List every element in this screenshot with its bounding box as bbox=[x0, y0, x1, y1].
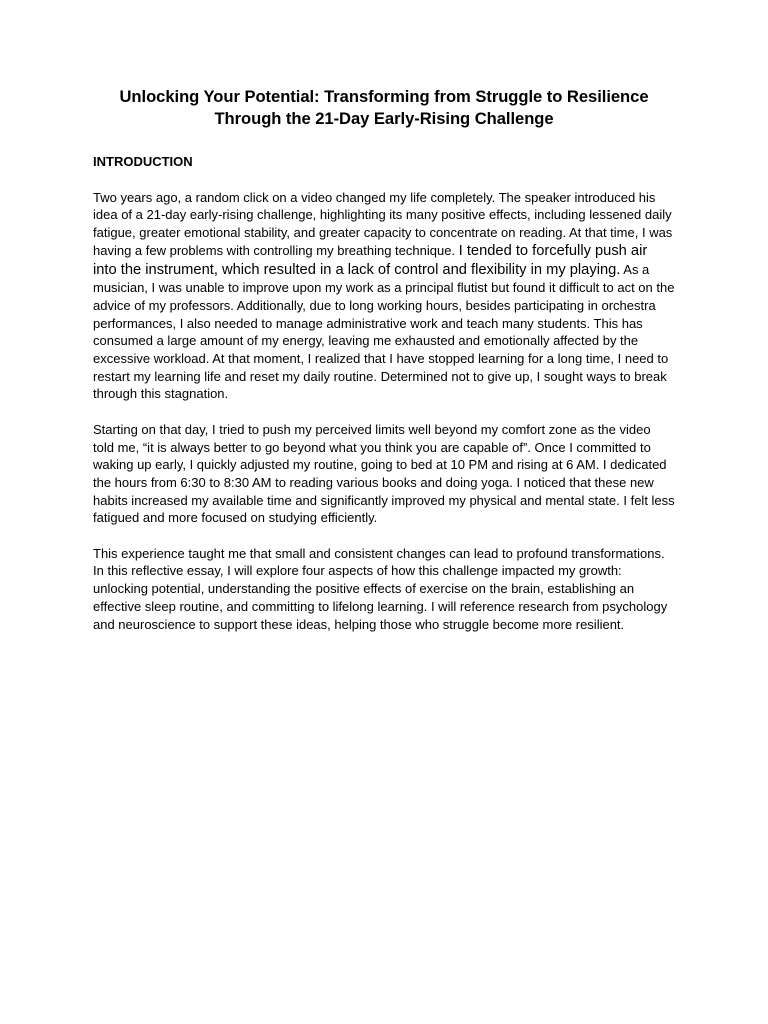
paragraph-3: This experience taught me that small and consistent changes can lead to profound transformations. In this reflective essay, I will explore four aspects of how this challenge impacted my growth: unlocking potential, understanding the positive effects of exercise on the brain, establishing an effective sleep routine, and committing to lifelong learning. I will reference research from psychology and neuroscience to support these ideas, helping those who struggle become more resilient. bbox=[93, 545, 668, 632]
document-title bbox=[93, 86, 675, 130]
paragraph-1-text-a: Two years ago, a random click on a video changed my life completely. The speaker introduced his idea of a 21-day early-rising challenge, highlighting its many positive effects, including lessened daily fatigue, greater emotional stability, and greater capacity to concentrate on reading. At that time, I was having a few problems with controlling my breathing technique. bbox=[93, 189, 673, 258]
title-line-2: Through the 21-Day Early-Rising Challenge bbox=[214, 109, 554, 128]
document-page bbox=[93, 86, 675, 633]
section-heading-introduction: INTRODUCTION bbox=[93, 154, 193, 169]
title-line-1: Unlocking Your Potential: Transforming from Struggle to Resilience bbox=[119, 87, 649, 106]
paragraph-1 bbox=[93, 189, 675, 403]
paragraph-1-text-b: I tended to forcefully push air into the instrument, which resulted in a lack of control and flexibility in my playing. bbox=[93, 242, 648, 278]
paragraph-1-text-c: As a musician, I was unable to improve upon my work as a principal flutist but found it difficult to act on the advice of my professors. Additionally, due to long working hours, besides participating in orchestra performances, I also needed to manage administrative work and teach many students. This has consumed a large amount of my energy, leaving me exhausted and emotionally affected by the excessive workload. At that moment, I realized that I have stopped learning for a long time, I need to restart my learning life and reset my daily routine. Determined not to give up, I sought ways to break through this stagnation. bbox=[93, 261, 675, 402]
paragraph-2: Starting on that day, I tried to push my perceived limits well beyond my comfort zone as the video told me, “it is always better to go beyond what you think you are capable of”. Once I committed to waking up early, I quickly adjusted my routine, going to bed at 10 PM and rising at 6 AM. I dedicated the hours from 6:30 to 8:30 AM to reading various books and doing yoga. I noticed that these new habits increased my available time and significantly improved my physical and mental state. I felt less fatigued and more focused on studying efficiently. bbox=[93, 421, 675, 526]
